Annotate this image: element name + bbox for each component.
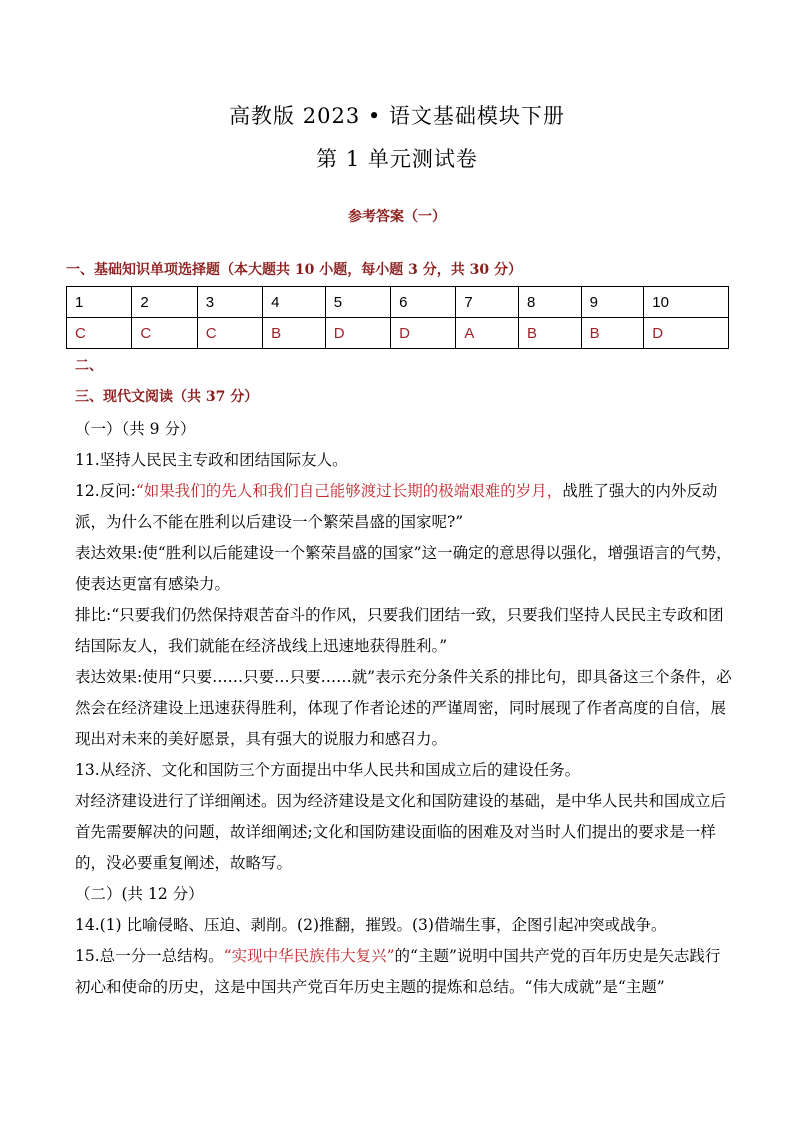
question-number-row — [67, 287, 729, 318]
answer-row — [67, 318, 729, 349]
q15-highlight: “实现中华民族伟大复兴” — [223, 947, 395, 965]
answer-q12 — [75, 476, 735, 538]
q12-prefix: 12.反问: — [75, 482, 136, 500]
answer-q15 — [75, 941, 735, 1003]
section2-heading: 二、 — [75, 358, 103, 374]
answer-table — [66, 286, 729, 349]
section1-heading: 一、基础知识单项选择题（本大题共 10 小题，每小题 3 分，共 30 分） — [66, 262, 522, 278]
q15-rest: 的“主题”说明中国共产党的百年历史是矢志践行初心和使命的历史，这是中国共产党百年历史主题的提炼和总结。“伟大成就”是“主题” — [75, 947, 721, 996]
table-cell: D — [391, 318, 456, 349]
q15-intro: 15.总一分一总结构。 — [75, 947, 224, 965]
answer-q12-effect1: 表达效果:使“胜利以后能建设一个繁荣昌盛的国家”这一确定的意思得以强化，增强语言的气势，使表达更富有感染力。 — [75, 544, 732, 593]
table-cell: C — [132, 318, 197, 349]
answer-q13: 13.从经济、文化和国防三个方面提出中华人民共和国成立后的建设任务。 — [75, 761, 581, 779]
q12-quote-rest: 战胜了强大的内外反动派，为什么不能在胜利以后建设一个繁荣昌盛的国家呢?” — [75, 482, 718, 531]
answer-q14: 14.(1) 比喻侵略、压迫、剥削。(2)推翻，摧毁。(3)借端生事，企图引起冲突或战争。 — [75, 916, 667, 934]
table-cell: 4 — [263, 287, 326, 318]
document-unit-title: 第 1 单元测试卷 — [316, 147, 478, 171]
part2-heading: （二）(共 12 分） — [75, 885, 204, 903]
table-cell: A — [456, 318, 519, 349]
part1-heading: （一）（共 9 分） — [75, 420, 196, 438]
answer-q11: 11.坚持人民民主专政和团结国际友人。 — [75, 451, 348, 469]
answer-key-subtitle: 参考答案（一） — [348, 209, 446, 225]
section3-heading: 三、现代文阅读（共 37 分） — [75, 389, 259, 405]
table-cell: D — [325, 318, 390, 349]
table-cell: C — [197, 318, 262, 349]
answer-q12-effect2: 表达效果:使用“只要……只要…只要……就”表示充分条件关系的排比句，即具备这三个条件，必然会在经济建设上迅速获得胜利，体现了作者论述的严谨周密，同时展现了作者高度的自信，展现出对未来的美好愿景，具有强大的说服力和感召力。 — [75, 668, 732, 748]
table-cell: 6 — [391, 287, 456, 318]
table-cell: 10 — [644, 287, 729, 318]
table-cell: 3 — [197, 287, 262, 318]
table-cell: 9 — [581, 287, 644, 318]
table-cell: 1 — [67, 287, 132, 318]
answer-q13-detail: 对经济建设进行了详细阐述。因为经济建设是文化和国防建设的基础，是中华人民共和国成立后首先需要解决的问题，故详细阐述;文化和国防建设面临的困难及对当时人们提出的要求是一样的，没必要重复阐述，故略写。 — [75, 792, 727, 872]
table-cell: D — [644, 318, 729, 349]
table-cell: 2 — [132, 287, 197, 318]
table-cell: B — [581, 318, 644, 349]
q12-quote-highlight: “如果我们的先人和我们自己能够渡过长期的极端艰难的岁月， — [135, 482, 563, 500]
table-cell: 8 — [519, 287, 582, 318]
document-title: 高教版 2023 • 语文基础模块下册 — [229, 104, 565, 128]
answer-body — [75, 414, 735, 1003]
table-cell: B — [263, 318, 326, 349]
table-cell: C — [67, 318, 132, 349]
table-cell: 5 — [325, 287, 390, 318]
answer-q12-parallel: 排比:“只要我们仍然保持艰苦奋斗的作风，只要我们团结一致，只要我们坚持人民民主专政和团结国际友人，我们就能在经济战线上迅速地获得胜利。” — [75, 606, 724, 655]
table-cell: 7 — [456, 287, 519, 318]
table-cell: B — [519, 318, 582, 349]
